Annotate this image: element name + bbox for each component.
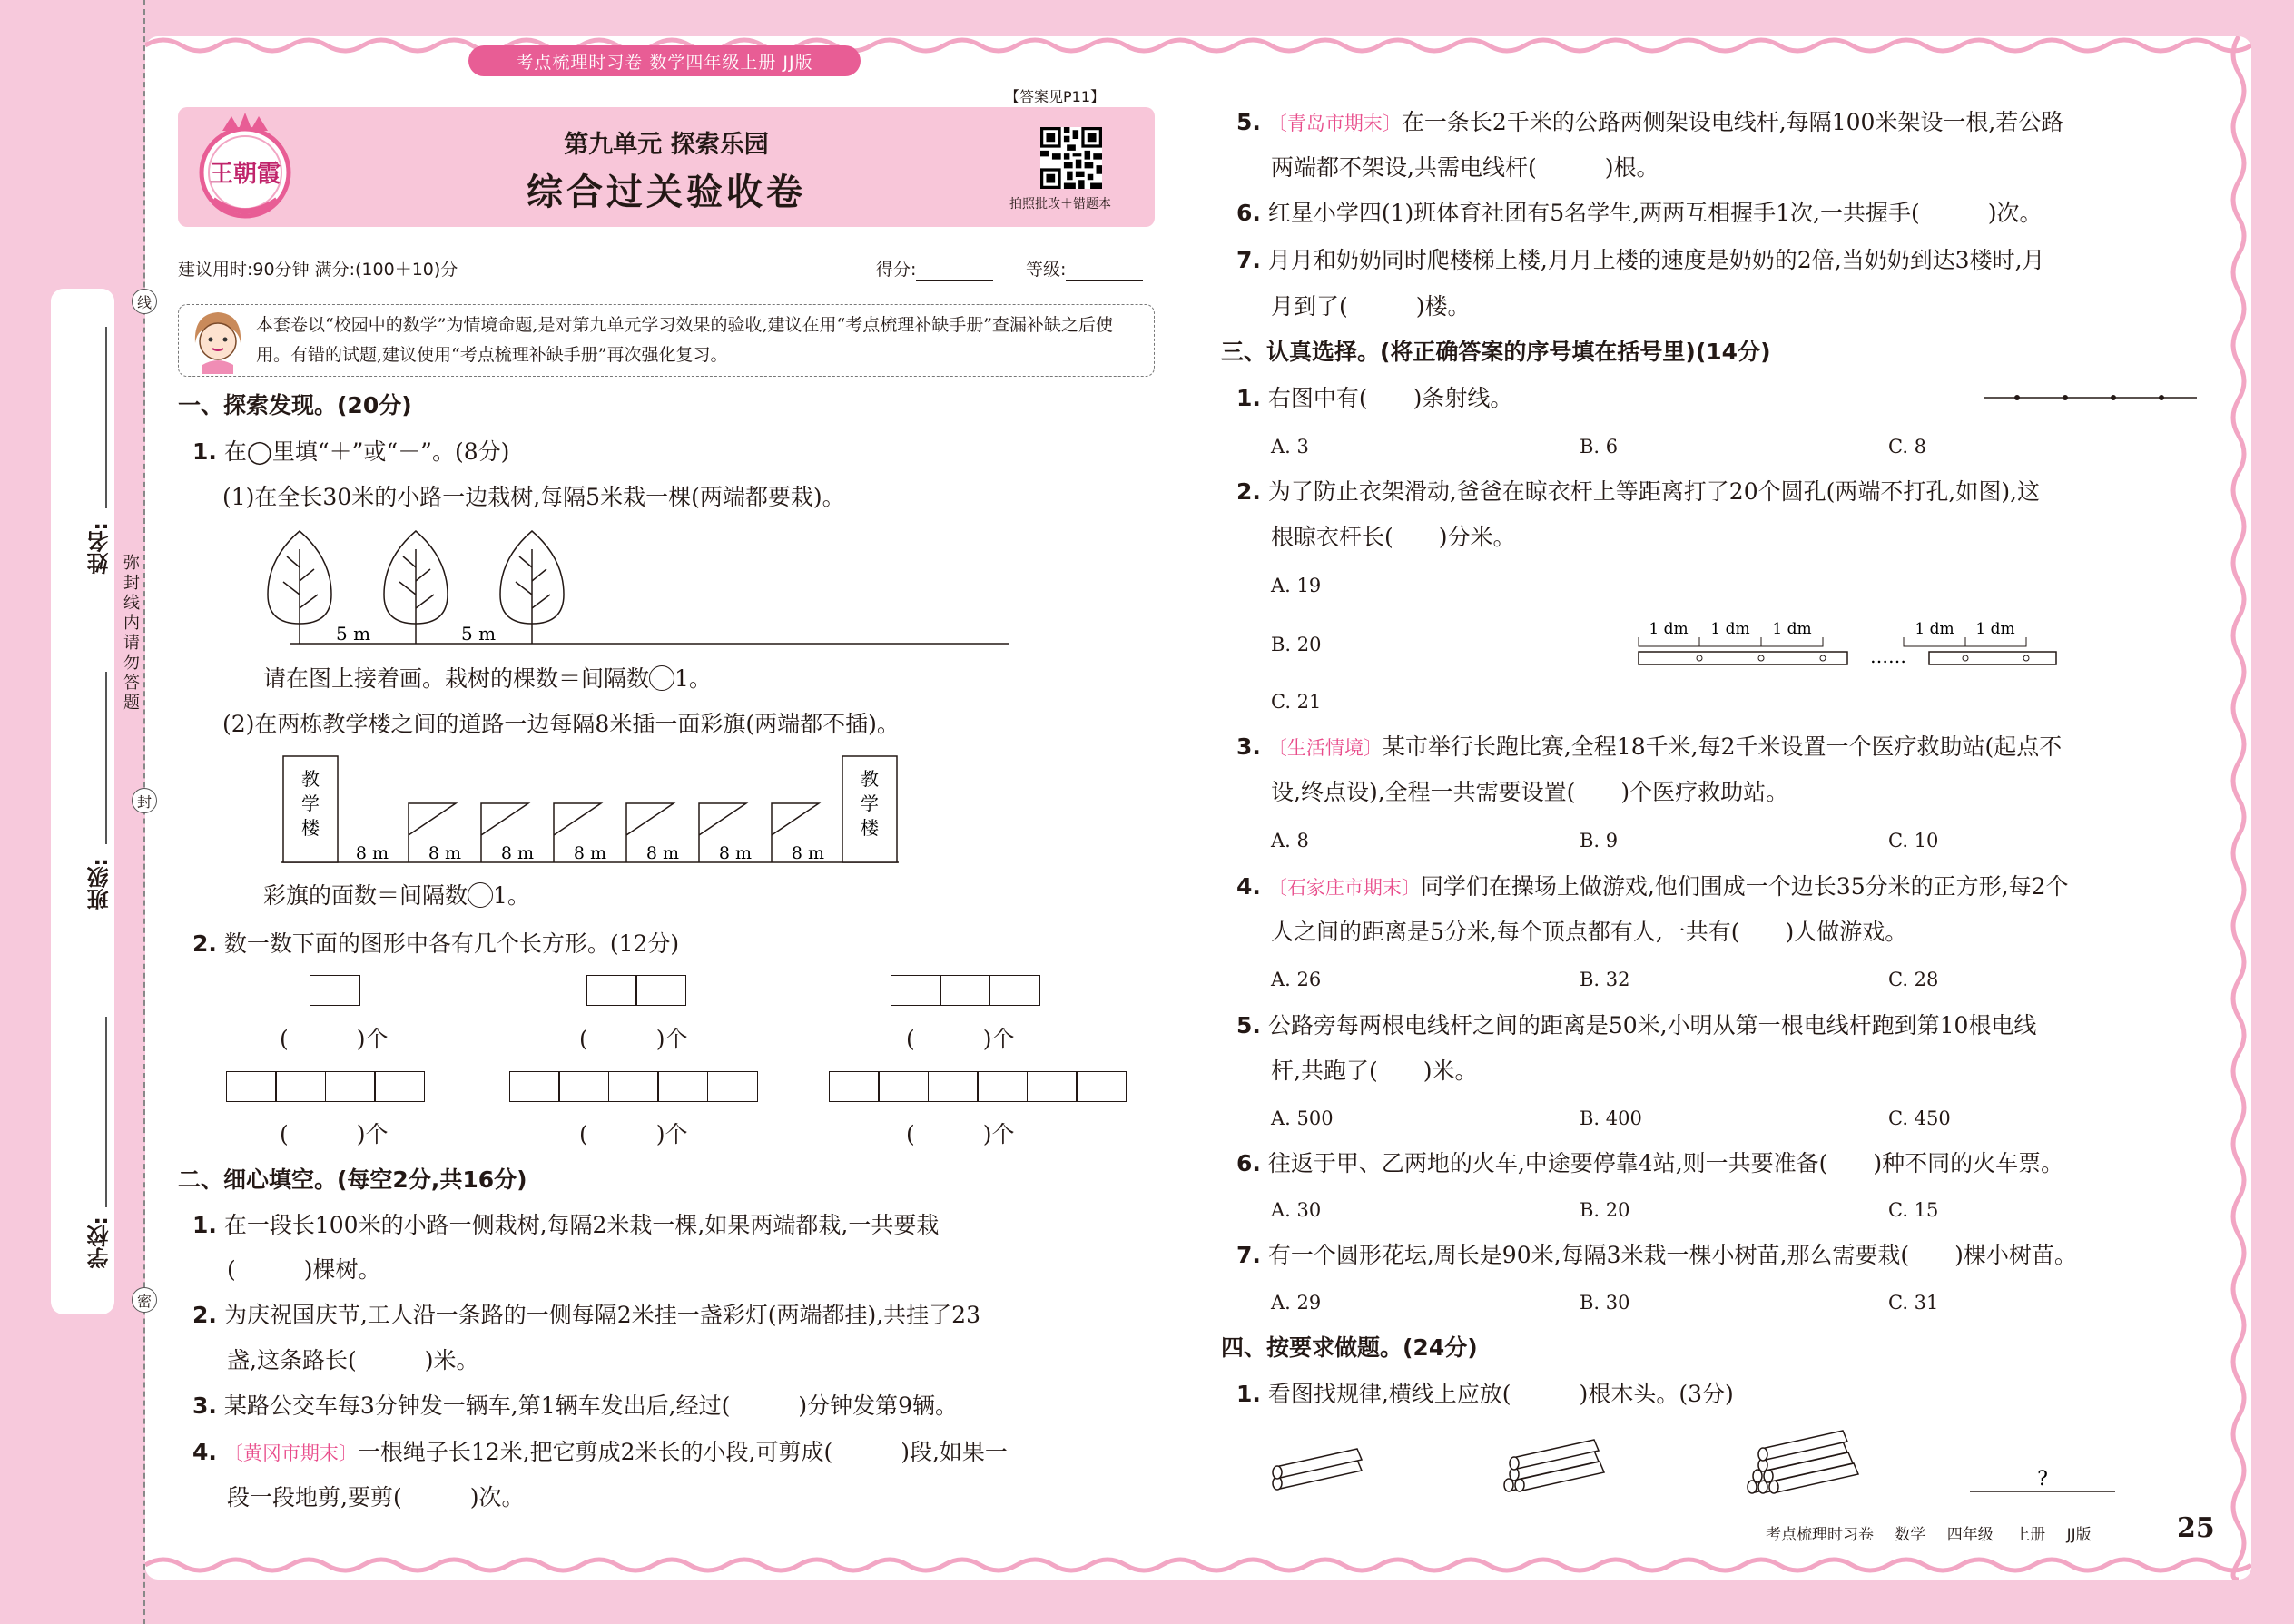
source-tag: 〔生活情境〕 [1267, 737, 1383, 759]
s3-q3-text: 某市举行长跑比赛,全程18千米,每2千米设置一个医疗救助站(起点不 [1382, 733, 2063, 760]
svg-text:楼: 楼 [861, 817, 879, 839]
gap-label: 5 m [336, 623, 371, 645]
s3-q2-number: 2. [1236, 478, 1261, 505]
s2-q5-text: 在一条长2千米的公路两侧架设电线杆,每隔100米架设一根,若公路 [1401, 109, 2064, 135]
option-c[interactable]: C. 450 [1888, 1107, 1951, 1129]
option-c[interactable]: C. 10 [1888, 830, 1939, 851]
s2-q6-number: 6. [1236, 200, 1261, 226]
s1-q2-number: 2. [192, 930, 217, 957]
log-pile-icon [1748, 1431, 1858, 1493]
s4-q1-text: 看图找规律,横线上应放( )根木头。(3分) [1267, 1381, 1734, 1407]
flag-diagram [281, 753, 899, 867]
s3-q4-text-cont: 人之间的距离是5分米,每个顶点都有人,一共有( )人做游戏。 [1271, 919, 1908, 945]
option-a[interactable]: A. 8 [1271, 830, 1309, 851]
svg-text:楼: 楼 [301, 817, 320, 839]
exam-time-info: 建议用时:90分钟 满分:(100＋10)分 [178, 260, 458, 280]
dm-label: 1 dm [1772, 620, 1812, 638]
grade-field[interactable] [1066, 262, 1143, 281]
option-b[interactable]: B. 32 [1580, 969, 1630, 990]
s3-q1-number: 1. [1236, 385, 1261, 411]
s3-q5-number: 5. [1236, 1012, 1261, 1038]
s2-q1-text: 在一段长100米的小路一侧栽树,每隔2米栽一棵,如果两端都栽,一共要栽 [223, 1212, 940, 1238]
svg-text:教: 教 [861, 768, 879, 790]
intro-text: 本套卷以“校园中的数学”为情境命题,是对第九单元学习效果的验收,建议在用“考点梳理补缺手册”查漏补缺之后使用。有错的试题,建议使用“考点梳理补缺手册”再次强化复习。 [256, 315, 1113, 365]
tree-icon [384, 531, 448, 644]
score-field[interactable] [916, 262, 993, 281]
s1-q1-text: 在◯里填“＋”或“－”。(8分) [223, 438, 510, 465]
option-a[interactable]: A. 26 [1271, 969, 1322, 990]
option-c[interactable]: C. 15 [1888, 1199, 1939, 1221]
count-blank[interactable]: ( )个 [906, 1121, 1015, 1147]
s3-q1-text: 右图中有( )条射线。 [1267, 385, 1513, 411]
svg-text:教: 教 [301, 768, 320, 790]
rect-figure-1 [310, 975, 360, 1006]
ellipsis-dots: …… [1870, 645, 1906, 667]
option-a[interactable]: A. 19 [1271, 575, 1322, 596]
s1-q1-answer2-end: 1。 [493, 882, 530, 909]
dm-label: 1 dm [1975, 620, 2015, 638]
count-blank[interactable]: ( )个 [579, 1026, 688, 1052]
s3-q6-number: 6. [1236, 1150, 1261, 1176]
option-a[interactable]: A. 30 [1271, 1199, 1322, 1221]
s2-q5-number: 5. [1236, 109, 1261, 135]
option-c[interactable]: C. 21 [1271, 691, 1322, 713]
log-pattern-diagram [1266, 1423, 2129, 1496]
answer-circle[interactable] [468, 882, 493, 908]
option-a[interactable]: A. 29 [1271, 1292, 1322, 1314]
flag-gap-label: 8 m [791, 843, 825, 863]
gap-label: 5 m [461, 623, 497, 645]
s2-q7-text-cont: 月到了( )楼。 [1271, 293, 1471, 320]
option-c[interactable]: C. 8 [1888, 436, 1927, 458]
s1-q1-answer1-text: 请在图上接着画。栽树的棵数＝间隔数 [263, 665, 650, 692]
exam-title: 综合过关验收卷 [527, 172, 806, 213]
answer-circle[interactable] [649, 665, 674, 691]
s1-q1-number: 1. [192, 438, 217, 465]
s1-q2-text: 数一数下面的图形中各有几个长方形。(12分) [223, 930, 680, 957]
section-2-title: 二、细心填空。(每空2分,共16分) [178, 1166, 527, 1193]
dm-label: 1 dm [1915, 620, 1954, 638]
flag-gap-label: 8 m [718, 843, 753, 863]
svg-text:王朝霞: 王朝霞 [209, 161, 281, 188]
s3-q3-number: 3. [1236, 733, 1261, 760]
s2-q6-text: 红星小学四(1)班体育社团有5名学生,两两互相握手1次,一共握手( )次。 [1267, 200, 2043, 226]
svg-text:学: 学 [301, 792, 320, 814]
option-b[interactable]: B. 20 [1271, 634, 1322, 655]
s3-q2-text: 为了防止衣架滑动,爸爸在晾衣杆上等距离打了20个圆孔(两端不打孔,如图),这 [1267, 478, 2041, 505]
s1-q1-answer1-end: 1。 [674, 665, 712, 692]
option-a[interactable]: A. 500 [1271, 1107, 1334, 1129]
wave-border-right [2228, 36, 2250, 1580]
section-3-title: 三、认真选择。(将正确答案的序号填在括号里)(14分) [1221, 339, 1771, 365]
rect-figure-5 [510, 1071, 758, 1102]
log-pile-icon [1504, 1440, 1604, 1491]
s2-q1-number: 1. [192, 1212, 217, 1238]
page-footer: 考点梳理时习卷 数学 四年级 上册 JJ版 [1766, 1526, 2092, 1544]
girl-avatar-icon [186, 307, 250, 374]
count-blank[interactable]: ( )个 [579, 1121, 688, 1147]
s2-q4-number: 4. [192, 1439, 217, 1465]
section-4-title: 四、按要求做题。(24分) [1221, 1334, 1478, 1361]
flag-gap-label: 8 m [428, 843, 462, 863]
option-c[interactable]: C. 31 [1888, 1292, 1939, 1314]
s2-q2-text: 为庆祝国庆节,工人沿一条路的一侧每隔2米挂一盏彩灯(两端都挂),共挂了23 [223, 1302, 980, 1328]
option-c[interactable]: C. 28 [1888, 969, 1939, 990]
s3-q6-text: 往返于甲、乙两地的火车,中途要停靠4站,则一共要准备( )种不同的火车票。 [1267, 1150, 2064, 1176]
s3-q5-text-cont: 杆,共跑了( )米。 [1271, 1058, 1478, 1084]
s2-q7-number: 7. [1236, 247, 1261, 273]
rect-figure-4 [227, 1071, 425, 1102]
ray-diagram [1979, 387, 2201, 408]
cut-mark-line: 线 [132, 289, 157, 314]
qr-code-icon[interactable] [1040, 127, 1102, 189]
s3-q5-text: 公路旁每两根电线杆之间的距离是50米,小明从第一根电线杆跑到第10根电线 [1267, 1012, 2037, 1038]
count-blank[interactable]: ( )个 [906, 1026, 1015, 1052]
name-label: 姓名: [87, 522, 113, 575]
s3-q7-number: 7. [1236, 1242, 1261, 1268]
rect-figure-6 [830, 1071, 1127, 1102]
source-tag: 〔黄冈市期末〕 [223, 1442, 358, 1464]
tree-icon [500, 531, 564, 644]
count-blank[interactable]: ( )个 [280, 1121, 389, 1147]
source-tag: 〔石家庄市期末〕 [1267, 877, 1421, 899]
rect-figure-2 [587, 975, 686, 1006]
s1-q1-part2: (2)在两栋教学楼之间的道路一边每隔8米插一面彩旗(两端都不插)。 [222, 711, 900, 737]
count-blank[interactable]: ( )个 [280, 1026, 389, 1052]
wave-border-bottom [145, 1554, 2251, 1576]
s3-q2-text-cont: 根晾衣杆长( )分米。 [1271, 524, 1516, 550]
tree-diagram [254, 522, 1009, 649]
rect-figure-3 [891, 975, 1040, 1006]
flag-gap-label: 8 m [355, 843, 389, 863]
option-b[interactable]: B. 30 [1580, 1292, 1630, 1314]
s4-q1-number: 1. [1236, 1381, 1261, 1407]
svg-text:学: 学 [861, 792, 879, 814]
qr-caption: 拍照批改＋错题本 [1009, 197, 1111, 212]
log-pile-icon [1273, 1449, 1362, 1490]
school-field[interactable] [105, 1017, 107, 1207]
wave-border-top [145, 34, 2251, 56]
dm-label: 1 dm [1710, 620, 1750, 638]
seal-note: 弥封线内请勿答题 [121, 554, 140, 714]
flag-gap-label: 8 m [500, 843, 535, 863]
s2-q7-text: 月月和奶奶同时爬楼梯上楼,月月上楼的速度是奶奶的2倍,当奶奶到达3楼时,月 [1267, 247, 2045, 273]
option-b[interactable]: B. 400 [1580, 1107, 1642, 1129]
s2-q2-text-cont: 盏,这条路长( )米。 [227, 1347, 479, 1373]
page-number: 25 [2177, 1512, 2215, 1544]
answer-reference: 【答案见P11】 [1005, 88, 1106, 105]
flag-gap-label: 8 m [573, 843, 607, 863]
school-label: 学校: [87, 1216, 113, 1269]
s2-q3-text: 某路公交车每3分钟发一辆车,第1辆车发出后,经过( )分钟发第9辆。 [223, 1393, 958, 1419]
class-label: 班级: [87, 858, 113, 910]
option-b[interactable]: B. 20 [1580, 1199, 1630, 1221]
s2-q4-text-cont: 段一段地剪,要剪( )次。 [227, 1484, 525, 1511]
cut-mark-seal: 封 [132, 788, 157, 813]
s2-q2-number: 2. [192, 1302, 217, 1328]
s1-q1-answer2-text: 彩旗的面数＝间隔数 [263, 882, 468, 909]
s3-q4-text: 同学们在操场上做游戏,他们围成一个边长35分米的正方形,每2个 [1420, 873, 2069, 900]
s3-q7-text: 有一个圆形花坛,周长是90米,每隔3米栽一棵小树苗,那么需要栽( )棵小树苗。 [1267, 1242, 2077, 1268]
flag-gap-label: 8 m [645, 843, 680, 863]
option-a[interactable]: A. 3 [1271, 436, 1309, 458]
s2-q1-text-cont: ( )棵树。 [227, 1256, 381, 1283]
unit-title: 第九单元 探索乐园 [564, 131, 769, 159]
s3-q4-number: 4. [1236, 873, 1261, 900]
option-b[interactable]: B. 6 [1580, 436, 1619, 458]
dm-label: 1 dm [1649, 620, 1689, 638]
class-field[interactable] [105, 672, 107, 844]
score-label: 得分: [876, 260, 917, 280]
source-tag: 〔青岛市期末〕 [1267, 113, 1402, 134]
s1-q1-part1: (1)在全长30米的小路一边栽树,每隔5米栽一棵(两端都要栽)。 [222, 484, 845, 510]
series-pill: 考点梳理时习卷 数学四年级上册 JJ版 [468, 45, 861, 76]
grade-label: 等级: [1026, 260, 1067, 280]
question-mark: ? [2037, 1468, 2048, 1491]
s2-q4-text: 一根绳子长12米,把它剪成2米长的小段,可剪成( )段,如果一 [357, 1439, 1008, 1465]
name-field[interactable] [105, 327, 107, 508]
s3-q3-text-cont: 设,终点设),全程一共需要设置( )个医疗救助站。 [1271, 779, 1789, 805]
section-1-title: 一、探索发现。(20分) [178, 392, 412, 418]
cut-mark-secret: 密 [132, 1287, 157, 1313]
s2-q3-number: 3. [192, 1393, 217, 1419]
clothes-rod-diagram [1634, 617, 2061, 672]
tree-icon [268, 531, 331, 644]
option-b[interactable]: B. 9 [1580, 830, 1619, 851]
s2-q5-text-cont: 两端都不架设,共需电线杆( )根。 [1271, 154, 1659, 181]
